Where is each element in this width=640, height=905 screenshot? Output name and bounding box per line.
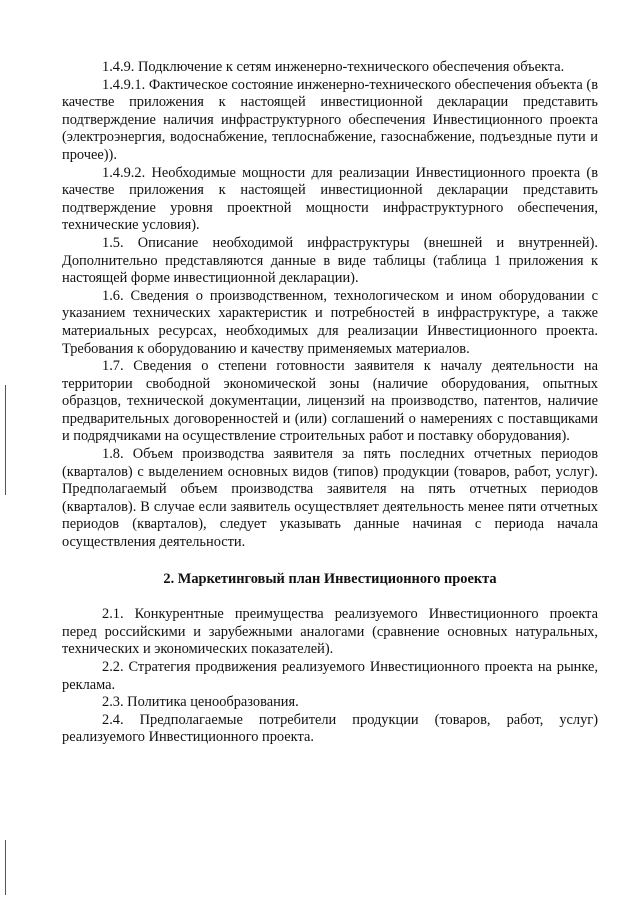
paragraph-2-2: 2.2. Стратегия продвижения реализуемого Инвестиционного проекта на рынке, реклама. xyxy=(62,659,598,693)
paragraph-1-4-9: 1.4.9. Подключение к сетям инженерно-технического обеспечения объекта. xyxy=(102,59,565,75)
document-page xyxy=(62,59,598,747)
scan-edge-mark xyxy=(5,385,6,495)
section-2-heading: 2. Маркетинговый план Инвестиционного проекта xyxy=(163,570,497,587)
paragraph-2-3: 2.3. Политика ценообразования. xyxy=(102,694,299,711)
paragraph-1-4-9-2: 1.4.9.2. Необходимые мощности для реализации Инвестиционного проекта (в качестве приложения к настоящей инвестиционной декларации представить подтверждение уровня проектной мощности инфраструктурного обеспечения, технические условия). xyxy=(62,164,598,234)
paragraph-2-1: 2.1. Конкурентные преимущества реализуемого Инвестиционного проекта перед российскими и зарубежными аналогами (сравнение основных натуральных, технических и экономических показателей). xyxy=(62,606,598,658)
paragraph-1-4-9-1: 1.4.9.1. Фактическое состояние инженерно-технического обеспечения объекта (в качестве приложения к настоящей инвестиционной декларации представить подтверждение наличия инфраструктурного обеспечения Инвестиционного проекта (электроэнергия, водоснабжение, теплоснабжение, газоснабжение, подъездные пути и прочее)). xyxy=(62,76,598,163)
paragraph-1-8: 1.8. Объем производства заявителя за пять последних отчетных периодов (кварталов) с выделением основных видов (типов) продукции (товаров, работ, услуг). Предполагаемый объем производства заявителя на пять отчетных периодов (кварталов). В случае если заявитель осуществляет деятельность менее пяти отчетных периодов (кварталов), следует указывать данные начиная с периода начала осуществления деятельности. xyxy=(62,446,598,551)
scan-edge-mark xyxy=(5,840,6,895)
paragraph-1-7: 1.7. Сведения о степени готовности заявителя к началу деятельности на территории свободной экономической зоны (наличие оборудования, опытных образцов, технической документации, лицензий на производство, патентов, наличие предварительных договоренностей и (или) соглашений о намерениях с поставщиками и подрядчиками на осуществление строительных работ и поставку оборудования). xyxy=(62,358,598,445)
paragraph-1-6: 1.6. Сведения о производственном, технологическом и ином оборудовании с указанием технических характеристик и потребностей в инфраструктуре, а также материальных ресурсах, необходимых для реализации Инвестиционного проекта. Требования к оборудованию и качеству применяемых материалов. xyxy=(62,287,598,357)
paragraph-2-4: 2.4. Предполагаемые потребители продукции (товаров, работ, услуг) реализуемого Инвестиционного проекта. xyxy=(62,711,598,746)
paragraph-1-5: 1.5. Описание необходимой инфраструктуры (внешней и внутренней). Дополнительно представляются данные в виде таблицы (таблица 1 приложения к настоящей форме инвестиционной декларации). xyxy=(62,234,598,287)
